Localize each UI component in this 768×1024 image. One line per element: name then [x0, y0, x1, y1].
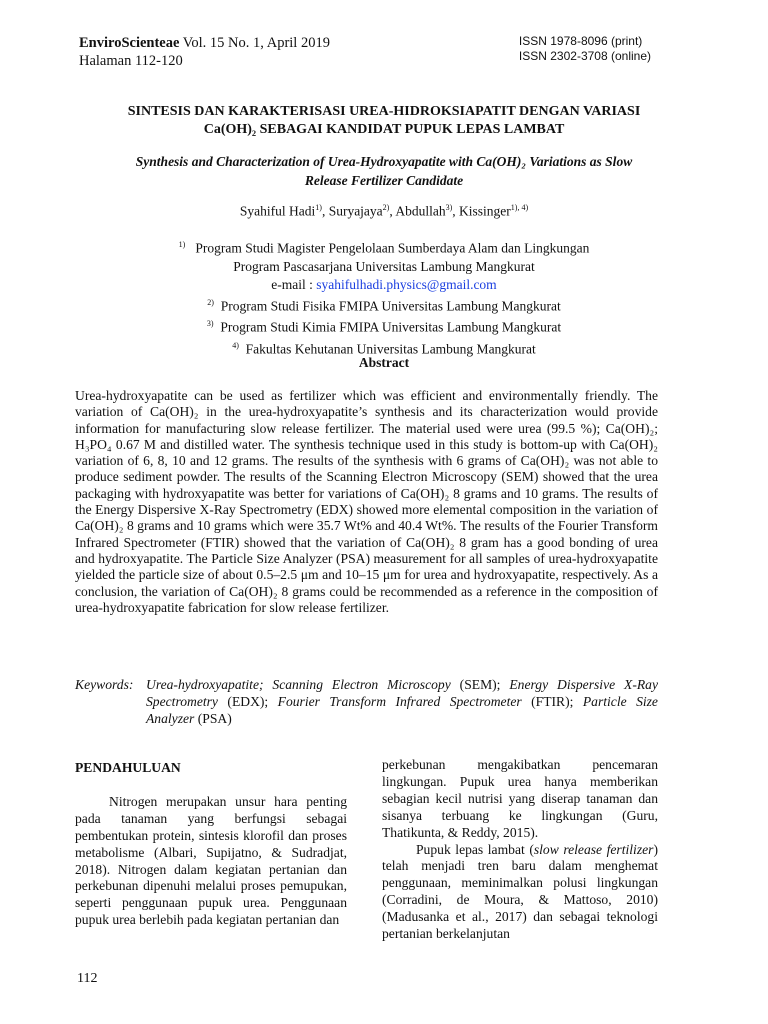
- intro-paragraph-1-continued: perkebunan mengakibatkan pencemaran lingkungan. Pupuk urea hanya memberikan sebagian kecil nutrisi yang diserap tanaman dan sisanya terbuang ke lingkungan (Guru, Thatikunta, & Reddy, 2015).: [382, 757, 658, 840]
- affiliation-1-line-1: Program Studi Magister Pengelolaan Sumberdaya Alam dan Lingkungan: [195, 240, 590, 256]
- title-line-2: Ca(OH)₂ SEBAGAI KANDIDAT PUPUK LEPAS LAMBAT: [203, 122, 565, 137]
- affiliation-4: Fakultas Kehutanan Universitas Lambung Mangkurat: [245, 341, 536, 356]
- keyword-2: Energy Dispersive X-Ray Spectrometry: [146, 677, 659, 709]
- journal-info: [79, 34, 330, 70]
- author-list: Syahiful Hadi$^{1)}$, Suryajaya$^{2)}$, Abdullah$^{3)}$, Kissinger$^{1), 4)}$: [239, 203, 529, 219]
- paper-title: [70, 103, 698, 139]
- left-column: [75, 760, 347, 929]
- author-2-sup: 2): [382, 203, 390, 212]
- abstract-heading: Abstract: [358, 355, 410, 370]
- author-3: Abdullah: [395, 203, 446, 219]
- author-4: Kissinger: [459, 203, 511, 219]
- keyword-1-abbr: (SEM);: [459, 677, 501, 692]
- journal-name: EnviroScienteae: [79, 35, 180, 51]
- para2-part-a: Pupuk lepas lambat (: [416, 841, 534, 857]
- affiliation-4-sup: 4): [232, 340, 239, 350]
- issn-print: ISSN 1978-8096 (print): [518, 34, 643, 48]
- abstract-text: Urea-hydroxyapatite can be used as fertilizer which was efficient and environmentally friendly. The variation of Ca(OH)₂ in the urea-hydroxyapatite’s synthesis and its characterization would provide information for manufacturing slow release fertilizer. The material used were urea (99.5 %); Ca(OH)₂; H₃PO₄ 0.67 M and distilled water. The synthesis technique used in this study is bottom-up with Ca(OH)₂ variation of 6, 8, 10 and 12 grams. The results of the synthesis with 6 grams of Ca(OH)₂ was not able to produce sediment powder. The results of the Scanning Electron Microscopy (SEM) showed that the urea packaging with hydroxyapatite was better for variations of Ca(OH)₂ 8 grams and 10 grams. The results of the Energy Dispersive X-Ray Spectrometry (EDX) showed more elemental composition in the variation of Ca(OH)₂ 8 grams and 10 grams which were 35.7 Wt% and 40.4 Wt%. The results of the Fourier Transform Infrared Spectrometer (FTIR) showed that the variation of Ca(OH)₂ 8 gram has a good bonding of urea and hydroxyapatite. The Particle Size Analyzer (PSA) measurement for all samples of urea-hydroxyapatite yielded the particle size of about 0.5–2.5 μm and 10–15 μm for urea and hydroxyapatite, respectively. As a conclusion, the variation of Ca(OH)₂ 8 grams could be recommended as a reference in the composition of urea-hydroxyapatite fabrication for slow release fertilizer.: [75, 388, 658, 615]
- issn-block: [519, 34, 651, 64]
- title-en-line-1: Synthesis and Characterization of Urea-Hydroxyapatite with Ca(OH)₂ Variations as Slow: [135, 154, 633, 169]
- keywords-label: Keywords:: [75, 677, 134, 692]
- title-line-1: SINTESIS DAN KARAKTERISASI UREA-HIDROKSIAPATIT DENGAN VARIASI: [127, 104, 641, 119]
- author-1-sup: 1): [315, 203, 322, 212]
- right-column: [382, 757, 658, 943]
- issn-online: ISSN 2302-3708 (online): [518, 49, 651, 63]
- keyword-2-abbr: (EDX);: [227, 694, 269, 709]
- intro-paragraph-1: Nitrogen merupakan unsur hara penting pada tanaman yang berfungsi sebagai pembentukan protein, sintesis klorofil dan proses metabolisme (Albari, Supijatno, & Sudradjat, 2018). Nitrogen dalam kegiatan pertanian dan perkebunan dipenuhi melalui proses pemupukan, seperti penggunaan pupuk urea. Penggunaan pupuk urea berlebih pada kegiatan pertanian dan: [75, 793, 347, 928]
- keyword-3: Fourier Transform Infrared Spectrometer: [277, 694, 522, 709]
- para2-emphasis: slow release fertilizer: [533, 841, 654, 857]
- keyword-1: Urea-hydroxyapatite; Scanning Electron Microscopy: [146, 677, 451, 692]
- para2-part-b: ) telah menjadi tren baru dalam menghemat penggunaan, meminimalkan polusi lingkungan (Corradini, de Moura, & Mattoso, 2010) (Madusanka et al., 2017) dan sebagai teknologi pertanian berkelanjutan: [382, 841, 658, 942]
- keyword-4-abbr: (PSA): [197, 711, 232, 726]
- keywords-text: [146, 676, 658, 727]
- page-range: Halaman 112-120: [79, 53, 183, 69]
- keyword-4: Particle Size Analyzer: [146, 694, 658, 726]
- title-en-line-2: Release Fertilizer Candidate: [304, 173, 464, 188]
- affiliation-2-sup: 2): [207, 297, 214, 307]
- author-4-sup: 1), 4): [510, 203, 529, 212]
- affiliation-1-line-2: Program Pascasarjana Universitas Lambung Mangkurat: [233, 258, 535, 274]
- paper-title-english: [70, 152, 698, 190]
- keyword-3-abbr: (FTIR);: [531, 694, 574, 709]
- section-heading: PENDAHULUAN: [75, 760, 181, 775]
- author-2: Suryajaya: [328, 203, 383, 219]
- journal-issue: Vol. 15 No. 1, April 2019: [182, 35, 330, 51]
- affiliation-2: Program Studi Fisika FMIPA Universitas Lambung Mangkurat: [220, 298, 561, 313]
- author-3-sup: 3): [445, 203, 453, 212]
- email-link[interactable]: syahifulhadi.physics@gmail.com: [316, 276, 497, 292]
- page-number: 112: [77, 971, 98, 986]
- affiliation-3: Program Studi Kimia FMIPA Universitas Lambung Mangkurat: [220, 319, 562, 335]
- author-1: Syahiful Hadi: [239, 203, 316, 219]
- affiliation-3-sup: 3): [206, 319, 214, 328]
- intro-paragraph-2: [382, 842, 658, 943]
- affiliation-1-sup: 1): [178, 240, 186, 249]
- email-label: e-mail :: [271, 276, 313, 292]
- affiliation-1: [70, 236, 698, 358]
